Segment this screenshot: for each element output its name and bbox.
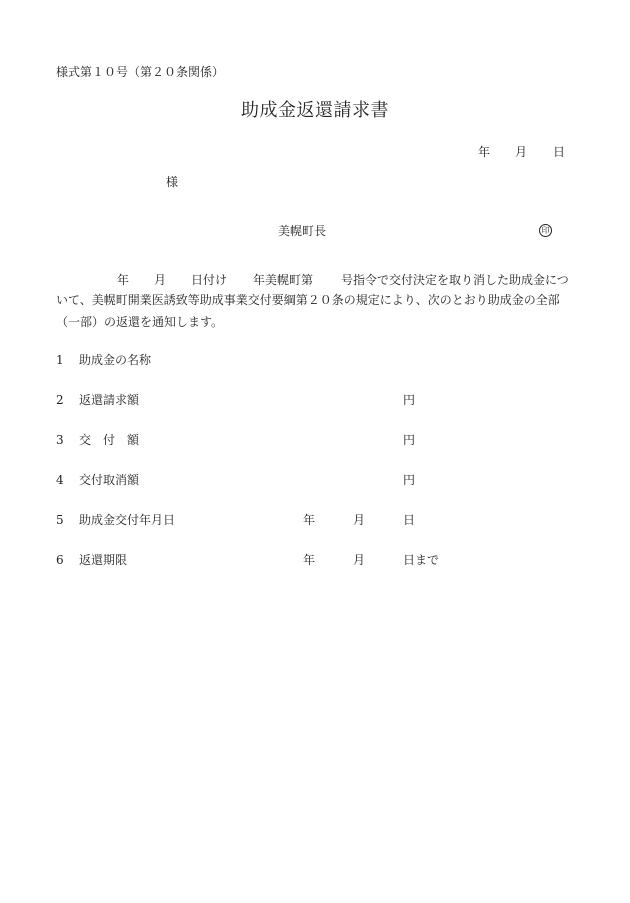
seal-icon: 印	[539, 224, 552, 237]
item-number: 2	[56, 393, 64, 407]
body-month: 月	[154, 273, 167, 287]
yen-unit: 円	[403, 433, 416, 447]
item-month-label: 月	[353, 513, 366, 527]
body-line-3: （一部）の返還を通知します。	[56, 315, 224, 329]
item-label-grant-name: 助成金の名称	[79, 353, 152, 367]
issuer-mayor: 美幌町長	[278, 224, 327, 238]
body-line1-rest: 号指令で交付決定を取り消した助成金につ	[341, 273, 569, 287]
item-day-label: 日まで	[403, 553, 440, 567]
yen-unit: 円	[403, 393, 416, 407]
item-year-label: 年	[303, 513, 316, 527]
body-year-town: 年美幌町第	[253, 273, 314, 287]
date-year-label: 年	[478, 145, 491, 159]
item-label-grant-amount: 交 付 額	[79, 433, 140, 447]
body-year: 年	[117, 273, 130, 287]
yen-unit: 円	[403, 473, 416, 487]
body-line-2: いて、美幌町開業医誘致等助成事業交付要綱第２０条の規定により、次のとおり助成金の全部	[56, 293, 560, 307]
page-title: 助成金返還請求書	[241, 100, 389, 121]
item-year-label: 年	[303, 553, 316, 567]
item-number: 4	[56, 473, 64, 487]
date-month-label: 月	[515, 145, 528, 159]
item-day-label: 日	[403, 513, 416, 527]
item-label-refund-deadline: 返還期限	[79, 553, 128, 567]
item-month-label: 月	[353, 553, 366, 567]
item-number: 3	[56, 433, 64, 447]
item-label-refund-amount: 返還請求額	[79, 393, 140, 407]
item-label-grant-date: 助成金交付年月日	[79, 513, 176, 527]
body-day-ref: 日付け	[191, 273, 228, 287]
recipient-salutation: 様	[166, 175, 179, 189]
item-number: 5	[56, 513, 64, 527]
form-number: 様式第１０号（第２０条関係）	[56, 65, 225, 79]
date-day-label: 日	[553, 145, 566, 159]
item-number: 1	[56, 353, 64, 367]
item-number: 6	[56, 553, 64, 567]
item-label-cancelled-amount: 交付取消額	[79, 473, 140, 487]
